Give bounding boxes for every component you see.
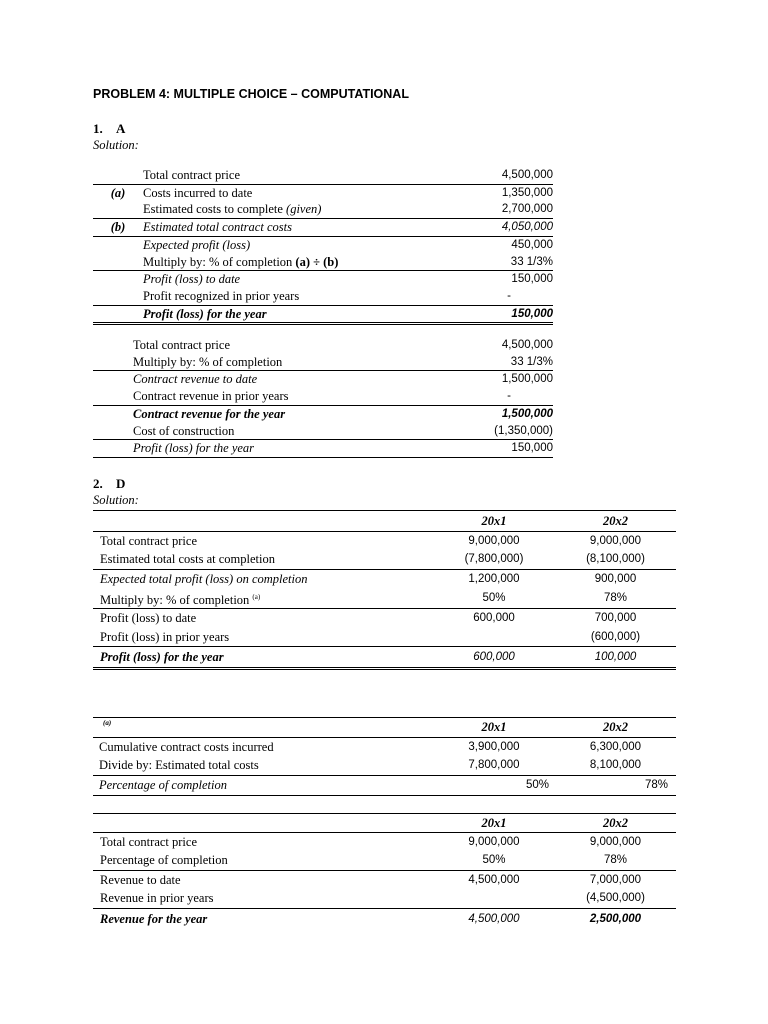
table-row: Contract revenue to date 1,500,000: [93, 371, 553, 388]
table-row: Total contract price 9,000,000 9,000,000: [93, 833, 676, 852]
table-row: Cost of construction (1,350,000): [133, 423, 553, 438]
q2-completion-table: [93, 717, 676, 796]
table-row: Revenue in prior years (4,500,000): [100, 891, 645, 906]
table-row: Profit recognized in prior years -: [143, 288, 511, 303]
table-row: (a) Costs incurred to date 1,350,000: [93, 184, 553, 201]
table-row: Percentage of completion 50% 78%: [100, 853, 628, 868]
table-row: Profit (loss) for the year 150,000: [93, 305, 553, 324]
question-1-heading: [93, 121, 125, 137]
table-row: Profit (loss) in prior years (600,000): [100, 629, 641, 644]
question-2-heading: [93, 476, 125, 492]
q1-profit-table: [93, 167, 553, 325]
table-row: Expected profit (loss) 450,000: [93, 236, 553, 253]
solution-label: Solution:: [93, 138, 139, 152]
table-row: Percentage of completion 50% 78%: [93, 776, 676, 796]
table-row: Total contract price 4,500,000: [143, 168, 553, 182]
table-row: Expected total profit (loss) on completion 1,200,000 900,000: [93, 570, 676, 589]
table-row: Divide by: Estimated total costs 7,800,000 8,100,000: [99, 758, 642, 773]
question-number: 1.: [93, 121, 103, 136]
question-answer: D: [116, 476, 126, 491]
table-header-row: 20x1 20x2: [93, 814, 676, 833]
table-row: Revenue for the year 4,500,000 2,500,000: [93, 909, 676, 931]
table-row: Profit (loss) for the year 150,000: [93, 440, 553, 458]
question-answer: A: [116, 121, 126, 136]
page-title: PROBLEM 4: MULTIPLE CHOICE – COMPUTATIONAL: [93, 87, 409, 101]
table-row: Contract revenue in prior years -: [133, 389, 511, 404]
table-row: Multiply by: % of completion (a) ÷ (b) 33 1/3%: [143, 254, 553, 269]
table-row: Cumulative contract costs incurred 3,900,000 6,300,000: [93, 738, 676, 757]
table-row: Multiply by: % of completion $^{(a)}$ 50% 78%: [100, 592, 628, 607]
table-row: Total contract price 4,500,000: [133, 338, 553, 352]
table-header-row: (a) 20x1 20x2: [103, 719, 628, 735]
table-row: Estimated costs to complete (given) 2,700,000: [143, 202, 553, 217]
table-header-row: 20x1 20x2: [481, 513, 628, 528]
table-row: Profit (loss) for the year 600,000 100,000: [93, 647, 676, 669]
q2-profit-table: [93, 510, 676, 670]
table-row: (b) Estimated total contract costs 4,050,000: [93, 219, 553, 237]
q2-revenue-table: [93, 813, 676, 931]
table-row: Profit (loss) to date 600,000 700,000: [93, 609, 676, 628]
table-row: Estimated total costs at completion (7,800,000) (8,100,000): [100, 552, 645, 567]
table-row: Revenue to date 4,500,000 7,000,000: [93, 871, 676, 890]
table-row: Total contract price 9,000,000 9,000,000: [93, 532, 676, 551]
q1-revenue-table: [93, 337, 553, 458]
table-row: Contract revenue for the year 1,500,000: [93, 405, 553, 422]
table-row: Profit (loss) to date 150,000: [93, 271, 553, 288]
solution-label: Solution:: [93, 493, 139, 507]
question-number: 2.: [93, 476, 103, 491]
table-row: Multiply by: % of completion 33 1/3%: [133, 354, 553, 369]
